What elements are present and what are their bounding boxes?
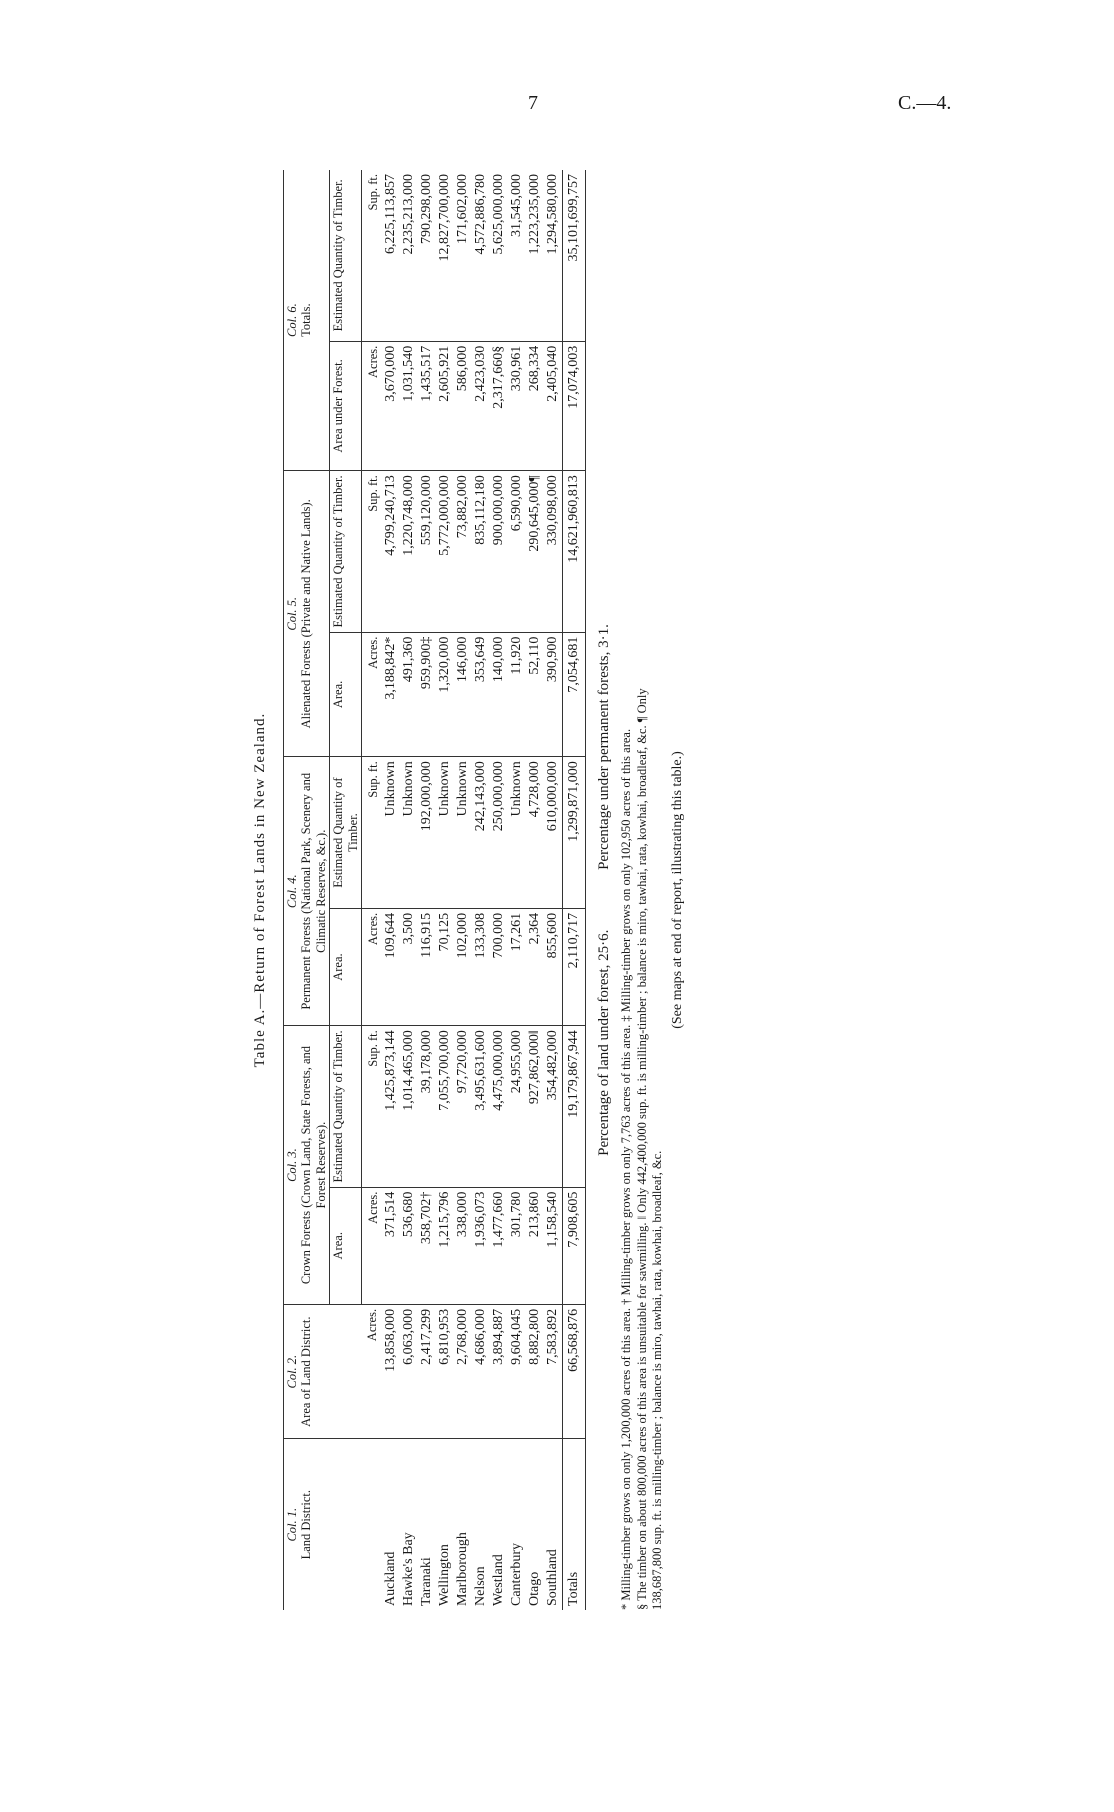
page-number: 7 [528,92,538,114]
cell-c4-timber: Unknown [436,757,454,909]
cell-c3-area: 358,702† [418,1187,436,1304]
total-c6-area: 17,074,003 [562,341,585,471]
cell-c3-timber: 3,495,631,600 [472,1026,490,1187]
cell-area: 13,858,000 [382,1304,400,1438]
cell-c3-timber: 1,014,465,000 [400,1026,418,1187]
permanent-percentage: Percentage under permanent forests, 3·1. [595,624,612,870]
cell-c6-timber: 12,827,700,000 [436,170,454,341]
district-name: Marlborough [454,1532,470,1606]
unit-acres: Acres. [361,1304,382,1438]
c5-timber-subheader: Estimated Quantity of Timber. [330,471,362,632]
table-row [400,170,418,1610]
table-row [526,170,544,1610]
cell-c3-area: 213,860 [526,1187,544,1304]
totals-row [562,170,585,1610]
cell-area: 2,417,299 [418,1304,436,1438]
cell-c4-area: 116,915 [418,908,436,1025]
cell-c6-area: 1,435,517 [418,341,436,471]
cell-c5-timber: 73,882,000 [454,471,472,632]
district-name: Nelson [472,1566,488,1606]
forest-lands-table [283,170,586,1610]
total-c4-area: 2,110,717 [562,908,585,1025]
cell-c6-area: 3,670,000 [382,341,400,471]
cell-c6-area: 268,334 [526,341,544,471]
footnote-line: 138,687,800 sup. ft. is milling-timber ; balance is miro, tawhai, rata, kowhai, broadleaf, &c. [650,1150,665,1610]
cell-c5-area: 491,360 [400,632,418,757]
cell-c5-area: 959,900‡ [418,632,436,757]
cell-c3-timber: 1,425,873,144 [382,1026,400,1187]
cell-c5-area: 353,649 [472,632,490,757]
cell-c5-timber: 559,120,000 [418,471,436,632]
district-name: Taranaki [418,1557,434,1606]
table-title: Table A.—Return of Forest Lands in New Zealand. [252,712,268,1068]
cell-c4-timber: 250,000,000 [490,757,508,909]
forest-percentage: Percentage of land under forest, 25·6. [595,929,612,1156]
col4-header: Col. 4. Permanent Forests (National Park, Scenery and Climatic Reserves, &c.). [284,757,330,1026]
cell-c4-area: 109,644 [382,908,400,1025]
unit-acres: Acres. [361,341,382,471]
cell-c3-area: 1,936,073 [472,1187,490,1304]
see-maps-note: (See maps at end of report, illustrating this table.) [669,751,685,1029]
cell-c6-timber: 171,602,000 [454,170,472,341]
district-name: Wellington [436,1544,452,1606]
table-row [436,170,454,1610]
total-c5-timber: 14,621,960,813 [562,471,585,632]
cell-area: 4,686,000 [472,1304,490,1438]
unit-acres: Acres. [361,908,382,1025]
table-row [472,170,490,1610]
table-row [490,170,508,1610]
district-name: Southland [544,1549,560,1606]
col2-header: Col. 2. Area of Land District. [284,1304,362,1438]
cell-c4-timber: Unknown [382,757,400,909]
district-name: Hawke's Bay [400,1532,416,1606]
cell-area: 2,768,000 [454,1304,472,1438]
cell-c5-area: 52,110 [526,632,544,757]
cell-area: 3,894,887 [490,1304,508,1438]
col5-header: Col. 5. Alienated Forests (Private and Native Lands). [284,471,330,757]
cell-c3-timber: 7,055,700,000 [436,1026,454,1187]
cell-c4-timber: 4,728,000 [526,757,544,909]
cell-c6-timber: 5,625,000,000 [490,170,508,341]
cell-area: 8,882,800 [526,1304,544,1438]
district-name: Auckland [382,1551,398,1606]
cell-c6-area: 2,423,030 [472,341,490,471]
cell-c3-timber: 39,178,000 [418,1026,436,1187]
cell-c4-area: 2,364 [526,908,544,1025]
cell-area: 6,063,000 [400,1304,418,1438]
total-c3-area: 7,908,605 [562,1187,585,1304]
cell-c3-timber: 4,475,000,000 [490,1026,508,1187]
district-name: Westland [490,1554,506,1606]
cell-c6-timber: 1,294,580,000 [544,170,563,341]
table-row [544,170,563,1610]
cell-c6-area: 2,405,040 [544,341,563,471]
col6-header: Col. 6. Totals. [284,170,330,471]
cell-c5-area: 3,188,842* [382,632,400,757]
cell-c4-area: 17,261 [508,908,526,1025]
cell-c4-timber: Unknown [400,757,418,909]
table-row [454,170,472,1610]
cell-c5-area: 140,000 [490,632,508,757]
units-row [361,170,382,1610]
cell-c5-timber: 4,799,240,713 [382,471,400,632]
footnote-line: * Milling-timber grows on only 1,200,000 acres of this area. † Milling-timber grows on only 7,763 acres of this area. ‡ Milling-timber grows on only 102,950 acres of this area. [618,728,633,1610]
unit-acres: Acres. [361,1187,382,1304]
cell-c6-timber: 1,223,235,000 [526,170,544,341]
total-c4-timber: 1,299,871,000 [562,757,585,909]
cell-c3-area: 338,000 [454,1187,472,1304]
total-c6-timber: 35,101,699,757 [562,170,585,341]
table-row [418,170,436,1610]
cell-c3-timber: 97,720,000 [454,1026,472,1187]
cell-c3-area: 1,477,660 [490,1187,508,1304]
cell-c3-area: 301,780 [508,1187,526,1304]
cell-c3-timber: 354,482,000 [544,1026,563,1187]
c4-area-subheader: Area. [330,908,362,1025]
table-row [508,170,526,1610]
total-c5-area: 7,054,681 [562,632,585,757]
cell-c5-timber: 1,220,748,000 [400,471,418,632]
c6-area-subheader: Area under Forest. [330,341,362,471]
c5-area-subheader: Area. [330,632,362,757]
cell-c6-area: 1,031,540 [400,341,418,471]
c3-timber-subheader: Estimated Quantity of Timber. [330,1026,362,1187]
footnote-line: § The timber on about 800,000 acres of this area is unsuitable for sawmilling. ‖ Only 442,400,000 sup. ft. is milling-timber ; balance is miro, tawhai, rata, kowhai, broadleaf, &c. ¶ Only [634,688,649,1610]
cell-c4-area: 133,308 [472,908,490,1025]
col1-header: Col. 1. Land District. [284,1439,362,1610]
c6-timber-subheader: Estimated Quantity of Timber. [330,170,362,341]
cell-c3-timber: 927,862,000‖ [526,1026,544,1187]
cell-c5-timber: 900,000,000 [490,471,508,632]
cell-c4-area: 855,600 [544,908,563,1025]
c4-timber-subheader: Estimated Quantity of Timber. [330,757,362,909]
unit-supft: Sup. ft. [361,170,382,341]
document-code: C.—4. [898,92,952,114]
unit-supft: Sup. ft. [361,471,382,632]
cell-c5-area: 390,900 [544,632,563,757]
cell-c4-timber: Unknown [454,757,472,909]
cell-c6-timber: 4,572,886,780 [472,170,490,341]
cell-c4-timber: 242,143,000 [472,757,490,909]
unit-acres: Acres. [361,632,382,757]
cell-c4-area: 102,000 [454,908,472,1025]
cell-c6-timber: 790,298,000 [418,170,436,341]
cell-c6-timber: 31,545,000 [508,170,526,341]
cell-area: 7,583,892 [544,1304,563,1438]
district-name: Canterbury [508,1543,524,1606]
cell-c4-timber: 610,000,000 [544,757,563,909]
cell-area: 9,604,045 [508,1304,526,1438]
cell-c6-timber: 6,225,113,857 [382,170,400,341]
cell-c4-area: 3,500 [400,908,418,1025]
col3-header: Col. 3. Crown Forests (Crown Land, State Forests, and Forest Reserves). [284,1026,330,1305]
cell-c5-area: 1,320,000 [436,632,454,757]
percentages [596,170,613,1610]
table-row [382,170,400,1610]
cell-area: 6,810,953 [436,1304,454,1438]
cell-c6-area: 2,317,660§ [490,341,508,471]
cell-c4-area: 70,125 [436,908,454,1025]
cell-c3-area: 1,158,540 [544,1187,563,1304]
cell-c3-area: 1,215,796 [436,1187,454,1304]
cell-c4-timber: Unknown [508,757,526,909]
cell-c6-area: 586,000 [454,341,472,471]
cell-c5-timber: 290,645,000¶ [526,471,544,632]
cell-c3-area: 371,514 [382,1187,400,1304]
cell-c5-area: 146,000 [454,632,472,757]
c3-area-subheader: Area. [330,1187,362,1304]
rotated-table-block [244,170,844,1610]
cell-c5-timber: 330,098,000 [544,471,563,632]
unit-supft: Sup. ft. [361,757,382,909]
cell-c6-timber: 2,235,213,000 [400,170,418,341]
cell-c6-area: 330,961 [508,341,526,471]
cell-c5-area: 11,920 [508,632,526,757]
cell-c5-timber: 5,772,000,000 [436,471,454,632]
cell-c5-timber: 835,112,180 [472,471,490,632]
unit-supft: Sup. ft. [361,1026,382,1187]
district-name: Otago [526,1571,542,1606]
cell-c4-area: 700,000 [490,908,508,1025]
cell-c3-area: 536,680 [400,1187,418,1304]
total-c3-timber: 19,179,867,944 [562,1026,585,1187]
total-area: 66,568,876 [562,1304,585,1438]
cell-c6-area: 2,605,921 [436,341,454,471]
cell-c5-timber: 6,590,000 [508,471,526,632]
footnotes [619,170,666,1610]
cell-c4-timber: 192,000,000 [418,757,436,909]
cell-c3-timber: 24,955,000 [508,1026,526,1187]
totals-label: Totals [562,1439,585,1610]
